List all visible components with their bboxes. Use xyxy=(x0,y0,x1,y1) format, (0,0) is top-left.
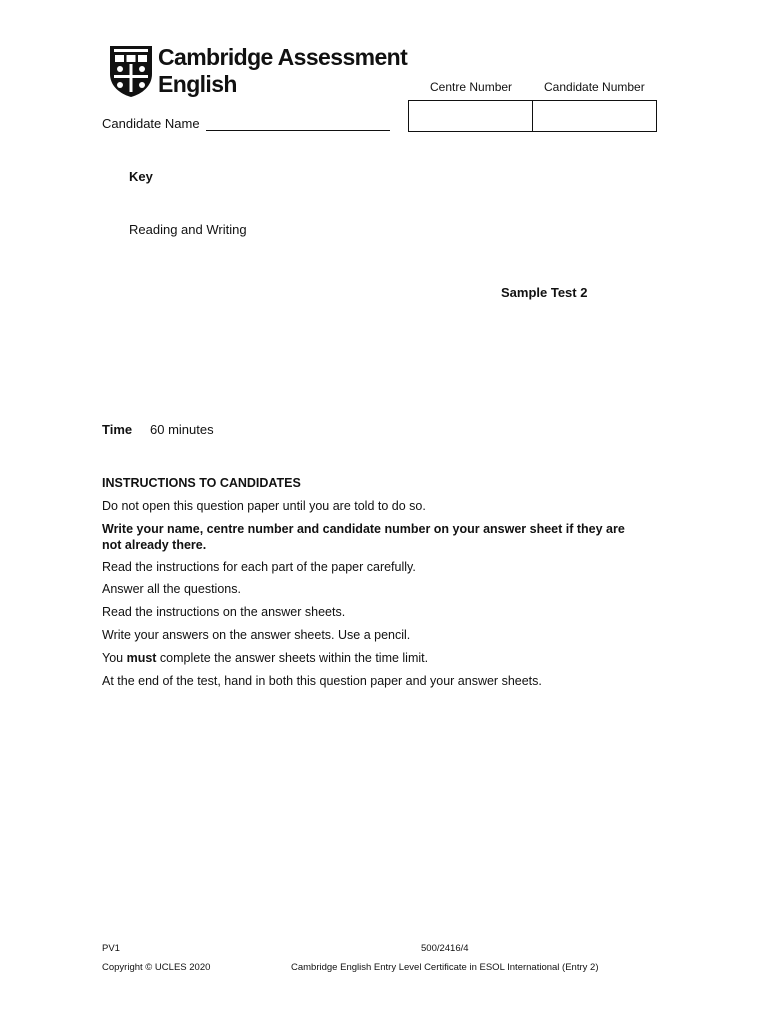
instruction-line: Answer all the questions. xyxy=(102,582,241,596)
instruction-text: complete the answer sheets within the time limit. xyxy=(156,651,429,665)
instruction-line: Do not open this question paper until you are told to do so. xyxy=(102,499,426,513)
footer-code-right: 500/2416/4 xyxy=(421,943,469,954)
cambridge-shield-icon xyxy=(108,44,154,98)
candidate-name-field[interactable] xyxy=(206,130,390,131)
instruction-line: At the end of the test, hand in both this question paper and your answer sheets. xyxy=(102,674,542,688)
instruction-line: Read the instructions for each part of the paper carefully. xyxy=(102,560,416,574)
instruction-emphasis: must xyxy=(126,651,157,665)
candidate-number-label: Candidate Number xyxy=(544,80,645,94)
test-title: Sample Test 2 xyxy=(501,285,588,300)
instruction-line: not already there. xyxy=(102,538,207,552)
centre-number-label: Centre Number xyxy=(430,80,513,94)
instruction-line: Write your answers on the answer sheets. Use a pencil. xyxy=(102,628,411,642)
candidate-name-label: Candidate Name xyxy=(102,116,200,131)
instruction-line: Write your name, centre number and candidate number on your answer sheet if they are xyxy=(102,522,625,536)
time-value: 60 minutes xyxy=(150,422,214,437)
time-label: Time xyxy=(102,422,133,437)
instructions-heading: INSTRUCTIONS TO CANDIDATES xyxy=(102,476,301,490)
logo-title: Cambridge Assessment xyxy=(158,44,408,70)
footer-qualification: Cambridge English Entry Level Certificate in ESOL International (Entry 2) xyxy=(291,962,599,973)
centre-number-box[interactable] xyxy=(408,100,533,132)
instruction-text: You xyxy=(102,651,127,665)
subject-title: Reading and Writing xyxy=(129,222,247,237)
candidate-number-box[interactable] xyxy=(531,100,657,132)
key-heading: Key xyxy=(129,169,153,184)
cambridge-logo xyxy=(106,44,406,100)
footer-copyright: Copyright © UCLES 2020 xyxy=(102,962,211,973)
logo-subtitle: English xyxy=(158,71,237,97)
instruction-line: Read the instructions on the answer sheets. xyxy=(102,605,346,619)
instruction-line xyxy=(102,651,428,665)
footer-code-left: PV1 xyxy=(102,943,120,954)
